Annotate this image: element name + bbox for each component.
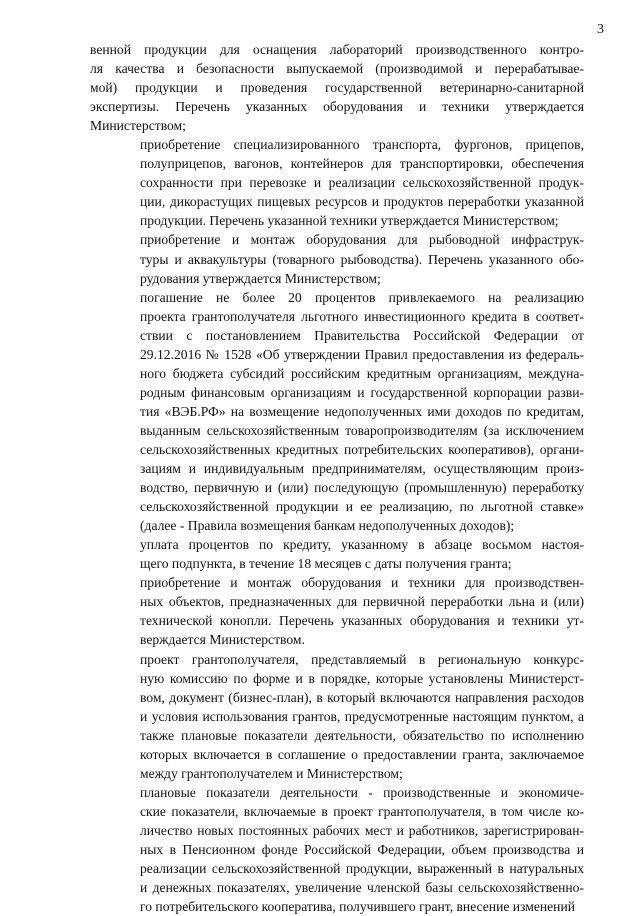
text-line: ствии с постановлением Правительства Российской Федерации от: [140, 327, 584, 343]
paragraph: [90, 535, 584, 573]
text-line: верждается Министерством.: [140, 632, 305, 648]
text-line: ские показатели, включаемые в проект грантополучателя, в том числе ко-: [140, 803, 584, 819]
document-body: [90, 40, 584, 916]
text-line: плановые показатели деятельности - производственные и экономиче-: [140, 784, 584, 800]
text-line: ных объектов, предназначенных для первичной переработки льна и (или): [140, 594, 584, 610]
text-line: приобретение и монтаж оборудования для рыбоводной инфраструк-: [140, 232, 584, 248]
text-line: приобретение специализированного транспорта, фургонов, прицепов,: [140, 137, 584, 153]
text-line: сохранности при перевозке и реализации сельскохозяйственной продук-: [140, 175, 584, 191]
text-line: родным финансовым организациям и государственной корпорации разви-: [140, 384, 584, 400]
text-line: ции, дикорастущих пищевых ресурсов и продуктов переработки указанной: [140, 194, 584, 210]
text-line: Министерством;: [90, 118, 186, 134]
text-line: полуприцепов, вагонов, контейнеров для транспортировки, обеспечения: [140, 156, 584, 172]
text-line: рудования утверждается Министерством;: [140, 270, 381, 286]
text-line: между грантополучателем и Министерством;: [140, 765, 403, 781]
text-line: технической конопли. Перечень указанных оборудования и техники ут-: [140, 613, 584, 629]
text-line: погашение не более 20 процентов привлекаемого на реализацию: [140, 289, 584, 305]
text-line: продукции. Перечень указанной техники утверждается Министерством;: [140, 213, 559, 229]
paragraph: [90, 135, 584, 230]
text-line: уплата процентов по кредиту, указанному в абзаце восьмом настоя-: [140, 537, 584, 553]
text-line: зациям и индивидуальным предпринимателям, осуществляющим произ-: [140, 461, 584, 477]
text-line: экспертизы. Перечень указанных оборудования и техники утверждается: [90, 99, 584, 115]
text-line: и денежных показателях, увеличение членской базы сельскохозяйственно-: [140, 880, 584, 896]
text-line: ную комиссию по форме и в порядке, которые установлены Министерст-: [140, 670, 584, 686]
text-line: личество новых постоянных рабочих мест и работников, зарегистрирован-: [140, 822, 584, 838]
paragraph: [90, 288, 584, 536]
paragraph: [90, 40, 584, 135]
text-line: которых включается в соглашение о предоставлении гранта, заключаемое: [140, 746, 584, 762]
text-line: проекта грантополучателя льготного инвестиционного кредита в соответ-: [140, 308, 584, 324]
paragraph: [90, 573, 584, 649]
text-line: проект грантополучателя, представляемый в региональную конкурс-: [140, 651, 584, 667]
text-line: ля качества и безопасности выпускаемой (производимой и перерабатывае-: [90, 61, 584, 77]
text-line: выданным сельскохозяйственным товаропроизводителям (за исключением: [140, 422, 584, 438]
text-line: 29.12.2016 № 1528 «Об утверждении Правил предоставления из федераль-: [140, 346, 584, 362]
text-line: приобретение и монтаж оборудования и техники для производствен-: [140, 575, 584, 591]
text-line: также плановые показатели деятельности, обязательство по исполнению: [140, 727, 584, 743]
paragraph: [90, 783, 584, 916]
text-line: венной продукции для оснащения лабораторий производственного контро-: [90, 42, 584, 57]
text-line: сельскохозяйственной продукции и ее реализацию, по льготной ставке»: [140, 499, 584, 515]
text-line: мой) продукции и проведения государственной ветеринарно-санитарной: [90, 80, 584, 96]
text-line: ного бюджета субсидий российским кредитным организациям, междуна-: [140, 365, 584, 381]
text-line: реализации сельскохозяйственной продукции, выраженный в натуральных: [140, 861, 584, 877]
text-line: и условия использования грантов, предусмотренные настоящим пунктом, а: [140, 708, 584, 724]
paragraph: [90, 230, 584, 287]
text-line: сельскохозяйственных кредитных потребительских кооперативов), органи-: [140, 441, 584, 457]
text-line: (далее - Правила возмещения банкам недополученных доходов);: [140, 518, 515, 534]
paragraph: [90, 650, 584, 783]
text-line: туры и аквакультуры (товарного рыбоводства). Перечень указанного обо-: [140, 251, 584, 267]
text-line: щего подпункта, в течение 18 месяцев с даты получения гранта;: [140, 556, 512, 572]
text-line: ных в Пенсионном фонде Российской Федерации, объем производства и: [140, 841, 584, 857]
text-line: го потребительского кооператива, получившего грант, внесение изменений: [140, 899, 575, 915]
text-line: вом, документ (бизнес-план), в который включаются направления расходов: [140, 689, 584, 705]
text-line: водство, первичную и (или) последующую (промышленную) переработку: [140, 480, 584, 496]
page-number: 3: [597, 22, 604, 37]
text-line: тия «ВЭБ.РФ» на возмещение недополученных ими доходов по кредитам,: [140, 403, 584, 419]
